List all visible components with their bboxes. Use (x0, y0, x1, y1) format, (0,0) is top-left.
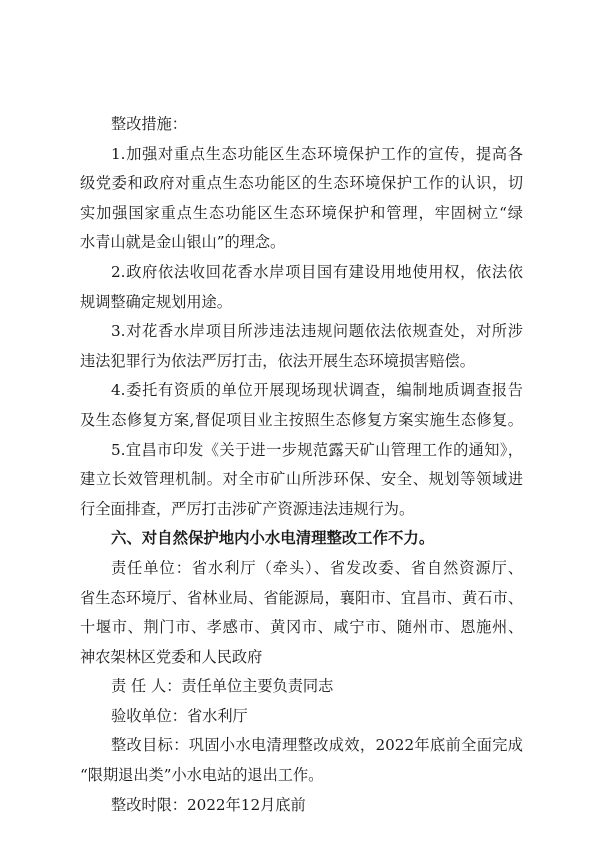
responsible-units-line: 十堰市、荆门市、孝感市、黄冈市、咸宁市、随州市、恩施州、 (80, 618, 523, 637)
measure-1-line: 实加强国家重点生态功能区生态环境保护和管理，牢固树立“绿 (80, 203, 523, 222)
responsible-units-line: 神农架林区党委和人民政府 (80, 647, 263, 666)
measure-4-line: 及生态修复方案,督促项目业主按照生态修复方案实施生态修复。 (80, 410, 523, 429)
measure-5-line: 建立长效管理机制。对全市矿山所涉环保、安全、规划等领域进 (80, 470, 523, 489)
section-heading-measures: 整改措施： (111, 115, 187, 133)
measure-2-line: 2.政府依法收回花香水岸项目国有建设用地使用权，依法依 (111, 262, 523, 281)
measure-2-line: 规调整确定规划用途。 (80, 292, 232, 311)
rectification-deadline: 整改时限：2022年12月底前 (111, 795, 306, 814)
measure-3-line: 违法犯罪行为依法严厉打击，依法开展生态环境损害赔偿。 (80, 351, 475, 370)
measure-1-line: 级党委和政府对重点生态功能区的生态环境保护工作的认识，切 (80, 174, 523, 193)
responsible-person: 责 任 人：责任单位主要负责同志 (111, 677, 334, 696)
acceptance-unit: 验收单位：省水利厅 (111, 706, 248, 725)
measure-4-line: 4.委托有资质的单位开展现场现状调查，编制地质调查报告 (111, 381, 523, 400)
measure-1-line: 水青山就是金山银山”的理念。 (80, 233, 286, 252)
rectification-goal-line: “限期退出类”小水电站的退出工作。 (80, 766, 324, 785)
measure-3-line: 3.对花香水岸项目所涉违法违规问题依法依规查处，对所涉 (111, 322, 523, 341)
responsible-units-line: 责任单位：省水利厅（牵头）、省发改委、省自然资源厅、 (111, 558, 523, 577)
responsible-units-line: 省生态环境厅、省林业局、省能源局，襄阳市、宜昌市、黄石市、 (80, 588, 523, 607)
document-page (80, 110, 523, 820)
rectification-goal-line: 整改目标：巩固小水电清理整改成效，2022年底前全面完成 (111, 736, 523, 755)
measure-1-line: 1.加强对重点生态功能区生态环境保护工作的宣传，提高各 (111, 144, 523, 163)
section-heading-six: 六、对自然保护地内小水电清理整改工作不力。 (111, 529, 435, 548)
measure-5-line: 5.宜昌市印发《关于进一步规范露天矿山管理工作的通知》， (111, 440, 523, 459)
measure-5-line: 行全面排查，严厉打击涉矿产资源违法违规行为。 (80, 499, 415, 518)
